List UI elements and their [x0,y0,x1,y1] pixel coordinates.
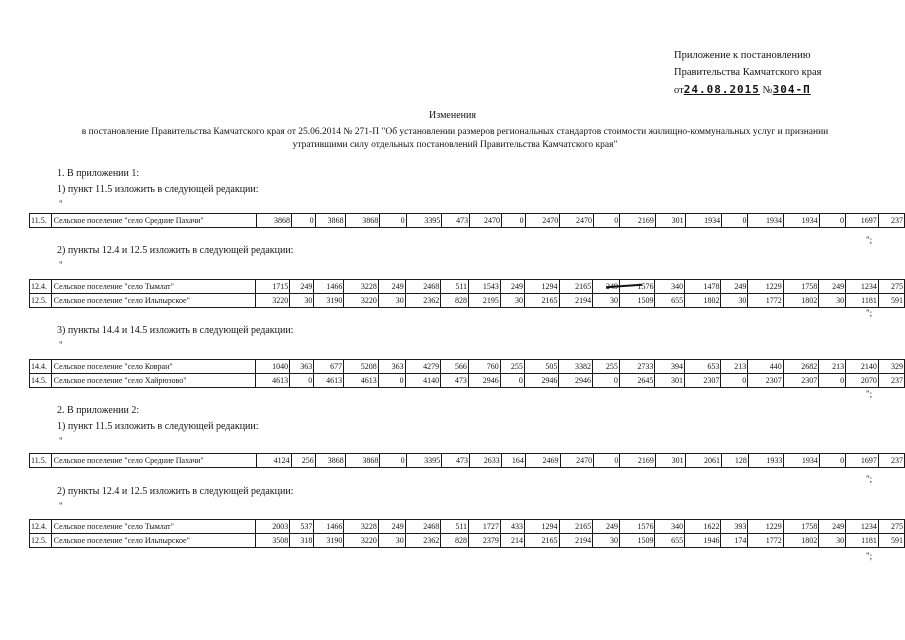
value-cell: 1772 [748,294,783,308]
appendix-header [674,47,822,99]
value-cell: 2470 [470,214,502,228]
value-cell: 760 [468,360,500,374]
value-cell: 655 [655,294,685,308]
value-cell: 1509 [620,294,655,308]
value-cell: 2169 [620,214,656,228]
value-cell: 174 [721,534,748,548]
row-code: 12.5. [30,534,52,548]
s1-item2-open-quote: " [59,260,63,270]
s1-item2-table [29,279,905,308]
value-cell: 2307 [685,374,721,388]
settlement-name: Сельское поселение "село Ковран" [51,360,255,374]
value-cell: 1294 [524,520,559,534]
value-cell: 2195 [469,294,501,308]
value-cell: 0 [594,454,620,468]
value-cell: 249 [378,280,405,294]
document-title: Изменения [429,110,476,121]
value-cell: 2194 [559,294,593,308]
value-cell: 30 [500,294,524,308]
value-cell: 440 [748,360,783,374]
s2-item2-open-quote: " [59,501,63,511]
settlement-name: Сельское поселение "село Средние Пахачи" [51,214,257,228]
value-cell: 1466 [314,520,344,534]
value-cell: 363 [290,360,314,374]
value-cell: 1802 [783,294,818,308]
value-cell: 653 [685,360,721,374]
value-cell: 3508 [255,534,290,548]
value-cell: 1229 [748,520,783,534]
number-prefix: № [762,85,773,96]
value-cell: 1934 [784,214,820,228]
value-cell: 2307 [783,374,818,388]
value-cell: 0 [378,374,405,388]
row-code: 12.4. [30,280,52,294]
value-cell: 3868 [257,214,292,228]
value-cell: 677 [314,360,344,374]
value-cell: 2469 [525,454,560,468]
s1-item2-closing: "; [866,308,873,318]
table-row [30,374,905,388]
s1-item1-open-quote: " [59,199,63,209]
value-cell: 237 [878,454,904,468]
value-cell: 256 [291,454,315,468]
value-cell: 3395 [406,214,442,228]
value-cell: 2946 [468,374,500,388]
value-cell: 301 [655,374,685,388]
appendix-date-line [674,81,822,99]
value-cell: 3220 [344,294,379,308]
value-cell: 511 [441,280,469,294]
value-cell: 0 [819,454,845,468]
value-cell: 1934 [748,214,784,228]
value-cell: 3868 [345,214,380,228]
value-cell: 0 [380,454,406,468]
value-cell: 1802 [685,294,721,308]
value-cell: 591 [878,294,904,308]
value-cell: 591 [878,534,904,548]
value-cell: 214 [500,534,524,548]
s1-item3-open-quote: " [59,340,63,350]
value-cell: 1934 [784,454,820,468]
value-cell: 2468 [405,520,440,534]
value-cell: 3228 [344,280,379,294]
value-cell: 2470 [560,214,594,228]
value-cell: 1946 [685,534,721,548]
value-cell: 3220 [344,534,379,548]
value-cell: 249 [378,520,405,534]
value-cell: 275 [878,520,904,534]
value-cell: 1181 [846,534,879,548]
value-cell: 2645 [619,374,654,388]
value-cell: 0 [593,214,619,228]
settlement-name: Сельское поселение "село Тымлат" [51,280,255,294]
s2-item1-open-quote: " [59,436,63,446]
value-cell: 1758 [783,280,818,294]
value-cell: 2194 [559,534,593,548]
value-cell: 2682 [783,360,818,374]
value-cell: 1697 [846,454,879,468]
value-cell: 237 [878,374,904,388]
s1-item3-heading: 3) пункты 14.4 и 14.5 изложить в следующей редакции: [57,325,294,336]
s1-item1-table [29,213,905,228]
value-cell: 1543 [469,280,501,294]
value-cell: 1933 [748,454,784,468]
value-cell: 4279 [405,360,440,374]
value-cell: 828 [441,534,469,548]
value-cell: 4140 [405,374,440,388]
s2-item2-table [29,519,905,548]
value-cell: 1478 [685,280,721,294]
value-cell: 473 [442,214,470,228]
s1-item1-heading: 1) пункт 11.5 изложить в следующей редакции: [57,184,259,195]
value-cell: 2165 [524,294,559,308]
value-cell: 340 [655,520,685,534]
value-cell: 0 [380,214,406,228]
value-cell: 3220 [255,294,290,308]
value-cell: 128 [721,454,748,468]
value-cell: 0 [819,374,846,388]
value-cell: 473 [441,374,469,388]
value-cell: 2362 [405,294,440,308]
value-cell: 30 [378,534,405,548]
value-cell: 1934 [685,214,722,228]
value-cell: 1466 [314,280,344,294]
value-cell: 3868 [315,214,345,228]
table-row [30,280,905,294]
value-cell: 0 [721,374,748,388]
value-cell: 1715 [255,280,290,294]
value-cell: 164 [501,454,525,468]
value-cell: 1181 [846,294,879,308]
value-cell: 275 [878,280,904,294]
document-subtitle: в постановление Правительства Камчатского края от 25.06.2014 № 271-П "Об установлении размеров региональных стандартов стоимости жилищно-коммунальных услуг и признании утратившими силу отдельных постановлений Правительства Камчатского края" [81,127,829,150]
settlement-name: Сельское поселение "село Ильпырское" [51,294,255,308]
value-cell: 393 [721,520,748,534]
value-cell: 2946 [524,374,559,388]
s2-item1-closing: "; [866,474,873,484]
value-cell: 30 [593,294,620,308]
row-code: 14.4. [30,360,52,374]
value-cell: 249 [819,520,846,534]
table-row [30,454,905,468]
s1-item2-heading: 2) пункты 12.4 и 12.5 изложить в следующей редакции: [57,245,294,256]
value-cell: 1040 [255,360,290,374]
value-cell: 1697 [845,214,878,228]
settlement-name: Сельское поселение "село Тымлат" [51,520,255,534]
row-code: 12.4. [30,520,52,534]
s1-item3-table [29,359,905,388]
value-cell: 4613 [314,374,344,388]
value-cell: 213 [721,360,748,374]
value-cell: 30 [721,294,748,308]
value-cell: 1802 [783,534,818,548]
resolution-number: 304-П [772,83,811,96]
value-cell: 1576 [620,280,655,294]
date-prefix: от [674,85,684,96]
value-cell: 0 [292,214,316,228]
s2-item1-table [29,453,905,468]
s2-item2-closing: "; [866,551,873,561]
value-cell: 0 [722,214,748,228]
value-cell: 2061 [685,454,721,468]
value-cell: 2307 [748,374,783,388]
value-cell: 2165 [559,280,593,294]
value-cell: 3868 [345,454,380,468]
value-cell: 1622 [685,520,721,534]
value-cell: 0 [500,374,524,388]
value-cell: 2633 [469,454,501,468]
value-cell: 1234 [846,280,879,294]
value-cell: 30 [378,294,405,308]
appendix-line-1: Приложение к постановлению [674,50,811,61]
value-cell: 30 [819,294,846,308]
row-code: 14.5. [30,374,52,388]
value-cell: 213 [819,360,846,374]
value-cell: 0 [501,214,525,228]
value-cell: 655 [655,534,685,548]
value-cell: 3190 [314,294,344,308]
table-row [30,294,905,308]
s1-item3-closing: "; [866,389,873,399]
value-cell: 2169 [620,454,656,468]
value-cell: 1727 [469,520,501,534]
table-row [30,534,905,548]
value-cell: 301 [655,454,685,468]
value-cell: 2003 [255,520,290,534]
appendix-line-2: Правительства Камчатского края [674,67,822,78]
value-cell: 237 [878,214,904,228]
value-cell: 4613 [255,374,290,388]
value-cell: 1229 [748,280,783,294]
resolution-date: 24.08.2015 [683,83,760,96]
value-cell: 566 [441,360,469,374]
value-cell: 2165 [524,534,559,548]
settlement-name: Сельское поселение "село Ильпырское" [51,534,255,548]
value-cell: 3395 [406,454,442,468]
s2-item2-heading: 2) пункты 12.4 и 12.5 изложить в следующей редакции: [57,486,294,497]
settlement-name: Сельское поселение "село Средние Пахачи" [51,454,256,468]
value-cell: 318 [290,534,314,548]
value-cell: 2140 [846,360,879,374]
value-cell: 511 [441,520,469,534]
table-row [30,360,905,374]
s2-item1-heading: 1) пункт 11.5 изложить в следующей редакции: [57,421,259,432]
value-cell: 433 [500,520,524,534]
value-cell: 2733 [619,360,654,374]
value-cell: 1758 [783,520,818,534]
value-cell: 2470 [525,214,560,228]
value-cell: 1772 [748,534,783,548]
value-cell: 249 [593,520,620,534]
row-code: 11.5. [30,214,52,228]
s1-item1-closing: "; [866,235,873,245]
row-code: 11.5. [30,454,52,468]
value-cell: 30 [290,294,314,308]
value-cell: 3382 [559,360,593,374]
value-cell: 249 [290,280,314,294]
value-cell: 828 [441,294,469,308]
value-cell: 3190 [314,534,344,548]
value-cell: 4124 [257,454,292,468]
value-cell: 4613 [344,374,379,388]
value-cell: 2362 [405,534,440,548]
value-cell: 2468 [405,280,440,294]
value-cell: 537 [290,520,314,534]
table-row [30,214,905,228]
section-1-heading: 1. В приложении 1: [57,168,140,179]
value-cell: 340 [655,280,685,294]
section-2-heading: 2. В приложении 2: [57,405,140,416]
value-cell: 1294 [524,280,559,294]
value-cell: 2070 [846,374,879,388]
value-cell: 3868 [315,454,345,468]
value-cell: 249 [819,280,846,294]
value-cell: 2379 [469,534,501,548]
value-cell: 255 [593,360,620,374]
table-row [30,520,905,534]
value-cell: 5208 [344,360,379,374]
value-cell: 1509 [620,534,655,548]
value-cell: 394 [655,360,685,374]
value-cell: 2165 [559,520,593,534]
value-cell: 1234 [846,520,879,534]
value-cell: 473 [442,454,470,468]
value-cell: 0 [593,374,620,388]
value-cell: 2470 [560,454,594,468]
value-cell: 249 [721,280,748,294]
value-cell: 329 [878,360,904,374]
value-cell: 30 [819,534,846,548]
settlement-name: Сельское поселение "село Хайрюзово" [51,374,255,388]
value-cell: 249 [500,280,524,294]
value-cell: 3228 [344,520,379,534]
value-cell: 30 [593,534,620,548]
value-cell: 0 [290,374,314,388]
value-cell: 255 [500,360,524,374]
value-cell: 0 [819,214,845,228]
value-cell: 505 [524,360,559,374]
value-cell: 2946 [559,374,593,388]
value-cell: 301 [655,214,685,228]
value-cell: 1576 [620,520,655,534]
value-cell: 363 [378,360,405,374]
row-code: 12.5. [30,294,52,308]
